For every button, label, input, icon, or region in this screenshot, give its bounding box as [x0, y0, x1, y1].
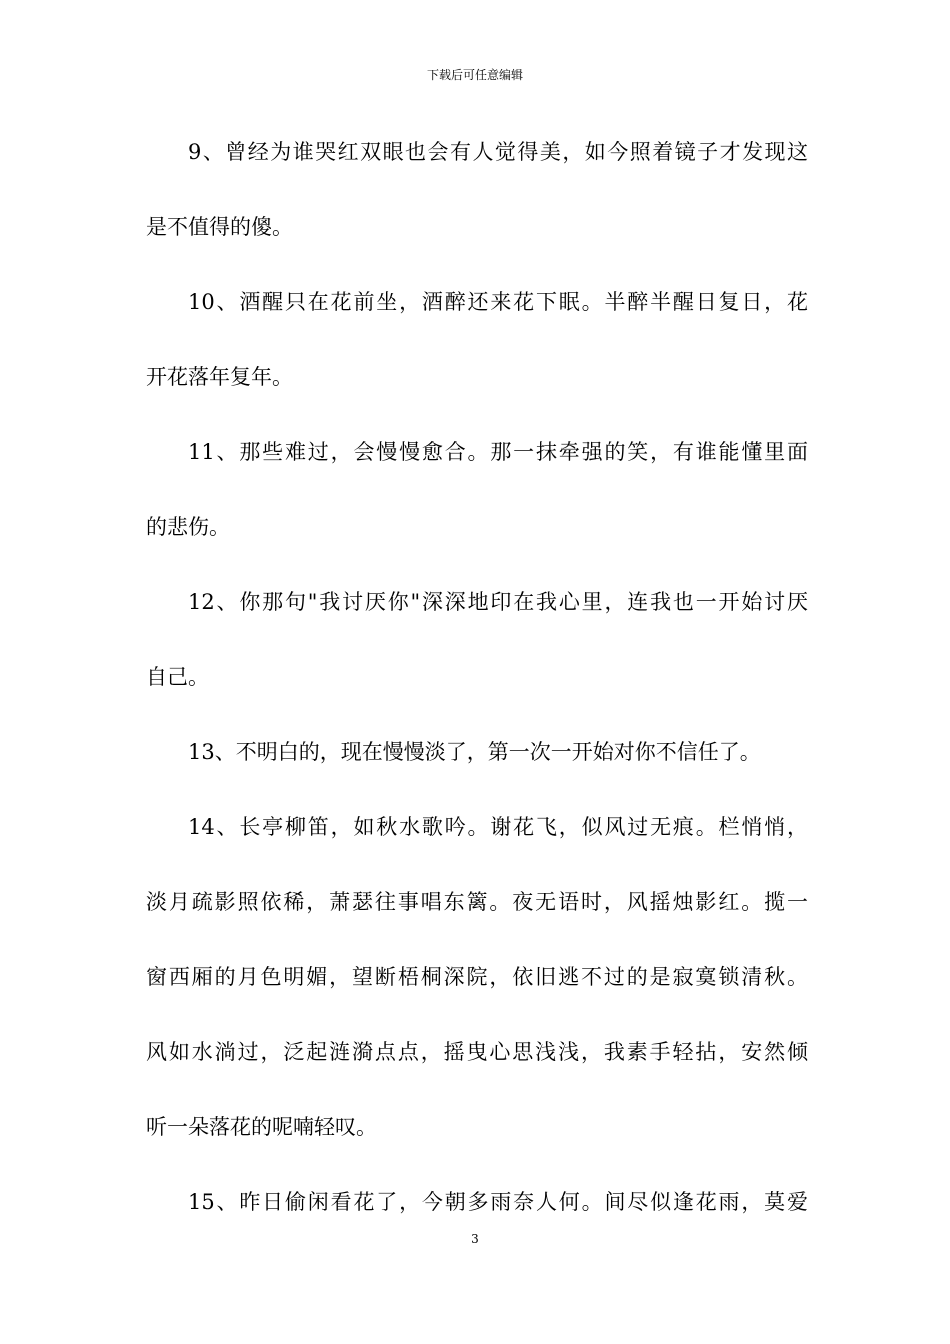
text-line: 12、你那句"我讨厌你"深深地印在我心里，连我也一开始讨厌 — [188, 590, 808, 614]
text-line: 11、那些难过，会慢慢愈合。那一抹牵强的笑，有谁能懂里面 — [188, 440, 808, 464]
text-line: 13、不明白的，现在慢慢淡了，第一次一开始对你不信任了。 — [188, 740, 761, 764]
text-line: 风如水淌过，泛起涟漪点点，摇曳心思浅浅，我素手轻拈，安然倾 — [146, 1040, 808, 1064]
text-line: 10、酒醒只在花前坐，酒醉还来花下眠。半醉半醒日复日，花 — [188, 290, 808, 314]
text-line: 15、昨日偷闲看花了，今朝多雨奈人何。间尽似逢花雨，莫爱 — [188, 1190, 808, 1214]
text-line: 听一朵落花的呢喃轻叹。 — [146, 1115, 377, 1139]
text-line: 是不值得的傻。 — [146, 215, 293, 239]
text-line: 窗西厢的月色明媚，望断梧桐深院，依旧逃不过的是寂寞锁清秋。 — [146, 965, 808, 989]
text-line: 开花落年复年。 — [146, 365, 293, 389]
text-line: 14、长亭柳笛，如秋水歌吟。谢花飞，似风过无痕。栏悄悄， — [188, 815, 808, 839]
text-line: 淡月疏影照依稀，萧瑟往事唱东篱。夜无语时，风摇烛影红。揽一 — [146, 890, 808, 914]
text-line: 的悲伤。 — [146, 515, 230, 539]
text-line: 9、曾经为谁哭红双眼也会有人觉得美，如今照着镜子才发现这 — [188, 140, 808, 164]
text-line: 自己。 — [146, 665, 209, 689]
page-number: 3 — [471, 1232, 479, 1246]
header-note: 下载后可任意编辑 — [426, 68, 523, 82]
